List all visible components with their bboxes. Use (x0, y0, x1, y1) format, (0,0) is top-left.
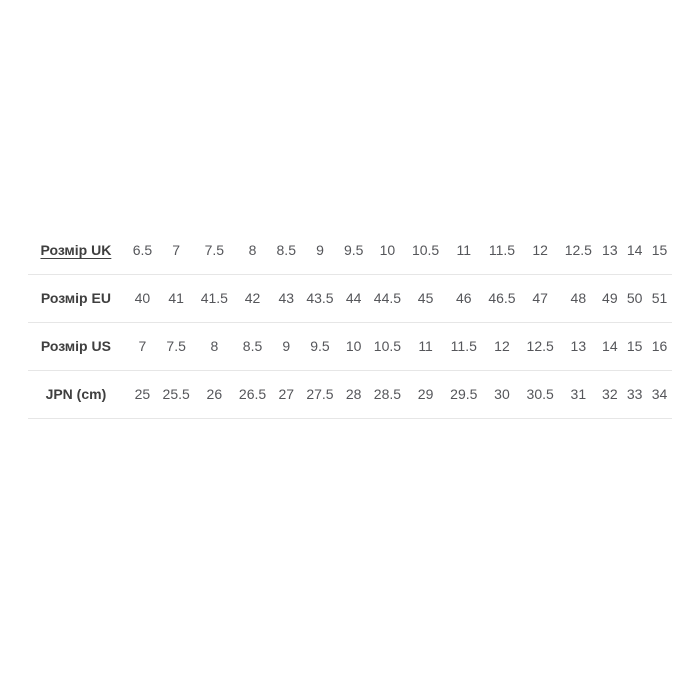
size-cell-eu-10: 46.5 (483, 275, 521, 323)
size-cell-us-13: 14 (597, 323, 622, 371)
size-cell-jpn-9: 29.5 (445, 371, 483, 419)
size-row-jpn (28, 371, 672, 419)
size-cell-uk-11: 12 (521, 227, 559, 275)
size-cell-jpn-7: 28.5 (368, 371, 406, 419)
row-label-jpn: JPN (cm) (28, 371, 128, 419)
size-cell-us-4: 9 (272, 323, 301, 371)
size-cell-uk-8: 10.5 (407, 227, 445, 275)
size-cell-uk-7: 10 (368, 227, 406, 275)
size-cell-eu-6: 44 (339, 275, 368, 323)
size-cell-jpn-8: 29 (407, 371, 445, 419)
size-cell-us-15: 16 (647, 323, 672, 371)
size-cell-eu-15: 51 (647, 275, 672, 323)
size-cell-uk-14: 14 (622, 227, 647, 275)
size-cell-uk-6: 9.5 (339, 227, 368, 275)
size-cell-us-8: 11 (407, 323, 445, 371)
size-cell-us-1: 7.5 (157, 323, 195, 371)
size-row-eu (28, 275, 672, 323)
size-cell-eu-4: 43 (272, 275, 301, 323)
size-cell-jpn-2: 26 (195, 371, 233, 419)
row-label-us: Розмір US (28, 323, 128, 371)
size-row-uk (28, 227, 672, 275)
size-cell-uk-15: 15 (647, 227, 672, 275)
size-cell-jpn-10: 30 (483, 371, 521, 419)
size-cell-uk-3: 8 (233, 227, 271, 275)
size-row-us (28, 323, 672, 371)
row-label-eu: Розмір EU (28, 275, 128, 323)
size-cell-eu-13: 49 (597, 275, 622, 323)
size-cell-eu-0: 40 (128, 275, 157, 323)
size-cell-us-6: 10 (339, 323, 368, 371)
size-cell-uk-2: 7.5 (195, 227, 233, 275)
size-cell-us-12: 13 (559, 323, 597, 371)
size-cell-eu-3: 42 (233, 275, 271, 323)
size-cell-jpn-0: 25 (128, 371, 157, 419)
size-cell-us-5: 9.5 (301, 323, 339, 371)
size-cell-jpn-14: 33 (622, 371, 647, 419)
size-cell-us-7: 10.5 (368, 323, 406, 371)
size-cell-eu-12: 48 (559, 275, 597, 323)
size-cell-us-9: 11.5 (445, 323, 483, 371)
row-label-uk[interactable]: Розмір UK (28, 227, 128, 275)
size-cell-uk-1: 7 (157, 227, 195, 275)
size-conversion-table (28, 227, 672, 419)
size-cell-uk-10: 11.5 (483, 227, 521, 275)
size-cell-eu-7: 44.5 (368, 275, 406, 323)
size-cell-eu-2: 41.5 (195, 275, 233, 323)
size-cell-uk-9: 11 (445, 227, 483, 275)
size-cell-us-10: 12 (483, 323, 521, 371)
size-cell-jpn-13: 32 (597, 371, 622, 419)
size-cell-uk-12: 12.5 (559, 227, 597, 275)
size-cell-eu-8: 45 (407, 275, 445, 323)
size-cell-jpn-15: 34 (647, 371, 672, 419)
size-cell-jpn-4: 27 (272, 371, 301, 419)
size-cell-uk-5: 9 (301, 227, 339, 275)
size-cell-jpn-11: 30.5 (521, 371, 559, 419)
size-cell-uk-0: 6.5 (128, 227, 157, 275)
size-cell-us-0: 7 (128, 323, 157, 371)
size-cell-eu-1: 41 (157, 275, 195, 323)
size-cell-jpn-3: 26.5 (233, 371, 271, 419)
size-cell-eu-14: 50 (622, 275, 647, 323)
size-cell-jpn-1: 25.5 (157, 371, 195, 419)
size-cell-uk-4: 8.5 (272, 227, 301, 275)
size-cell-eu-5: 43.5 (301, 275, 339, 323)
size-cell-jpn-6: 28 (339, 371, 368, 419)
size-cell-uk-13: 13 (597, 227, 622, 275)
size-table-body (28, 227, 672, 419)
size-cell-eu-9: 46 (445, 275, 483, 323)
size-cell-us-14: 15 (622, 323, 647, 371)
size-cell-jpn-12: 31 (559, 371, 597, 419)
size-cell-us-3: 8.5 (233, 323, 271, 371)
size-cell-jpn-5: 27.5 (301, 371, 339, 419)
size-cell-us-11: 12.5 (521, 323, 559, 371)
size-chart-section (28, 227, 672, 419)
size-cell-us-2: 8 (195, 323, 233, 371)
size-cell-eu-11: 47 (521, 275, 559, 323)
